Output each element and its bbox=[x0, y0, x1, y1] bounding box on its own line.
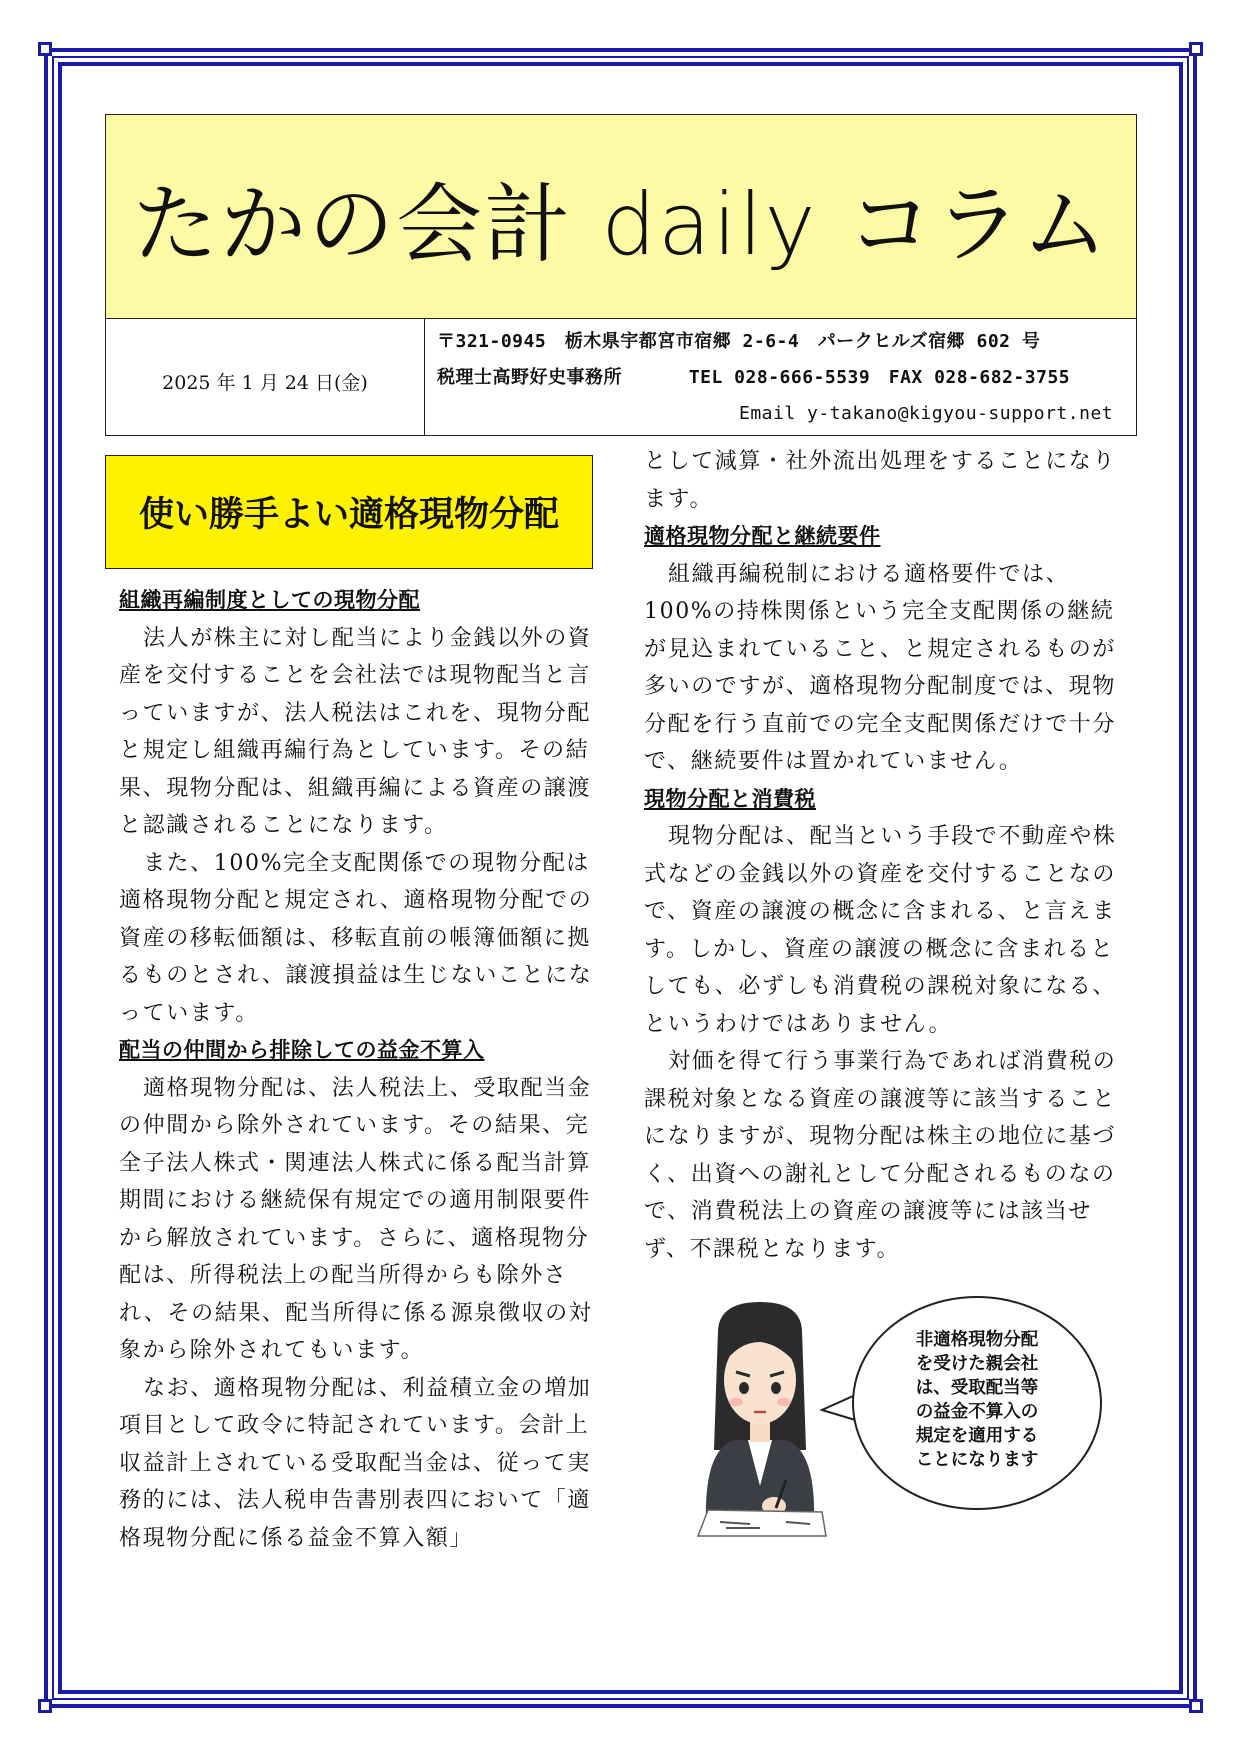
speech-bubble bbox=[852, 1296, 1102, 1510]
paragraph: 組織再編税制における適格要件では、100%の持株関係という完全支配関係の継続が見込まれていること、と規定されるものが多いのですが、適格現物分配制度では、現物分配を行う直前での完全支配関係だけで十分で、継続要件は置かれていません。 bbox=[644, 561, 1117, 774]
paragraph: 現物分配は、配当という手段で不動産や株式などの金銭以外の資産を交付することなので、資産の譲渡の概念に含まれる、と言えます。しかし、資産の譲渡の概念に含まれるとしても、必ずしも消費税の課税対象になる、というわけではありません。 bbox=[644, 824, 1117, 1037]
frame-corner-ornament bbox=[1189, 1699, 1203, 1713]
paragraph: 適格現物分配は、法人税法上、受取配当金の仲間から除外されています。その結果、完全子法人株式・関連法人株式に係る配当計算期間における継続保有規定での適用制限要件から解放されています。さらに、適格現物分配は、所得税法上の配当所得からも除外され、その結果、配当所得に係る源泉徴収の対象から除外されてもいます。 bbox=[119, 1075, 593, 1363]
office-address: 〒321-0945 栃木県宇都宮市宿郷 2-6-4 パークヒルズ宿郷 602 号 bbox=[437, 331, 1041, 352]
frame-corner-ornament bbox=[1189, 42, 1203, 56]
frame-corner-ornament bbox=[38, 42, 52, 56]
section-heading: 配当の仲間から排除しての益金不算入 bbox=[119, 1038, 485, 1062]
section-heading: 現物分配と消費税 bbox=[644, 786, 816, 811]
section-heading: 組織再編制度としての現物分配 bbox=[119, 588, 420, 612]
paragraph: また、100%完全支配関係での現物分配は適格現物分配と規定され、適格現物分配での資産の移転価額は、移転直前の帳簿価額に拠るものとされ、譲渡損益は生じないことになっています。 bbox=[119, 850, 593, 1026]
article-column-right bbox=[644, 443, 1129, 1268]
article-title: 使い勝手よい適格現物分配 bbox=[105, 455, 593, 569]
masthead-title: たかの会計 daily コラム bbox=[132, 174, 1110, 275]
paragraph: 対価を得て行う事業行為であれば消費税の課税対象となる資産の譲渡等に該当することになりますが、現物分配は株主の地位に基づく、出資への謝礼として分配されるものなので、消費税法上の資産の譲渡等には該当せず、不課税となります。 bbox=[644, 1049, 1117, 1262]
info-row bbox=[105, 318, 1137, 436]
contact-block bbox=[425, 318, 1136, 435]
section-heading: 適格現物分配と継続要件 bbox=[644, 524, 881, 548]
office-email: Email y-takano@kigyou-support.net bbox=[739, 403, 1114, 424]
masthead bbox=[105, 114, 1137, 319]
paragraph-continued: として減算・社外流出処理をすることになります。 bbox=[644, 449, 1117, 512]
businesswoman-writing-icon bbox=[690, 1300, 830, 1540]
speech-bubble-text: 非適格現物分配 を受けた親会社 は、受取配当等 の益金不算入の 規定を適用する ことになります bbox=[915, 1330, 1039, 1470]
issue-date: 2025 年 1 月 24 日(金) bbox=[106, 318, 425, 435]
office-tel-fax: 税理士高野好史事務所 TEL 028-666-5539 FAX 028-682-3755 bbox=[437, 367, 1071, 388]
article-column-left bbox=[119, 582, 601, 1557]
paragraph: なお、適格現物分配は、利益積立金の増加項目として政令に特記されています。会計上収益計上されている受取配当金は、従って実務的には、法人税申告書別表四において「適格現物分配に係る益金不算入額」 bbox=[119, 1375, 592, 1551]
paragraph: 法人が株主に対し配当により金銭以外の資産を交付することを会社法では現物配当と言っていますが、法人税法はこれを、現物分配と規定し組織再編行為としています。その結果、現物分配は、組織再編による資産の譲渡と認識されることになります。 bbox=[119, 625, 592, 838]
frame-corner-ornament bbox=[38, 1699, 52, 1713]
